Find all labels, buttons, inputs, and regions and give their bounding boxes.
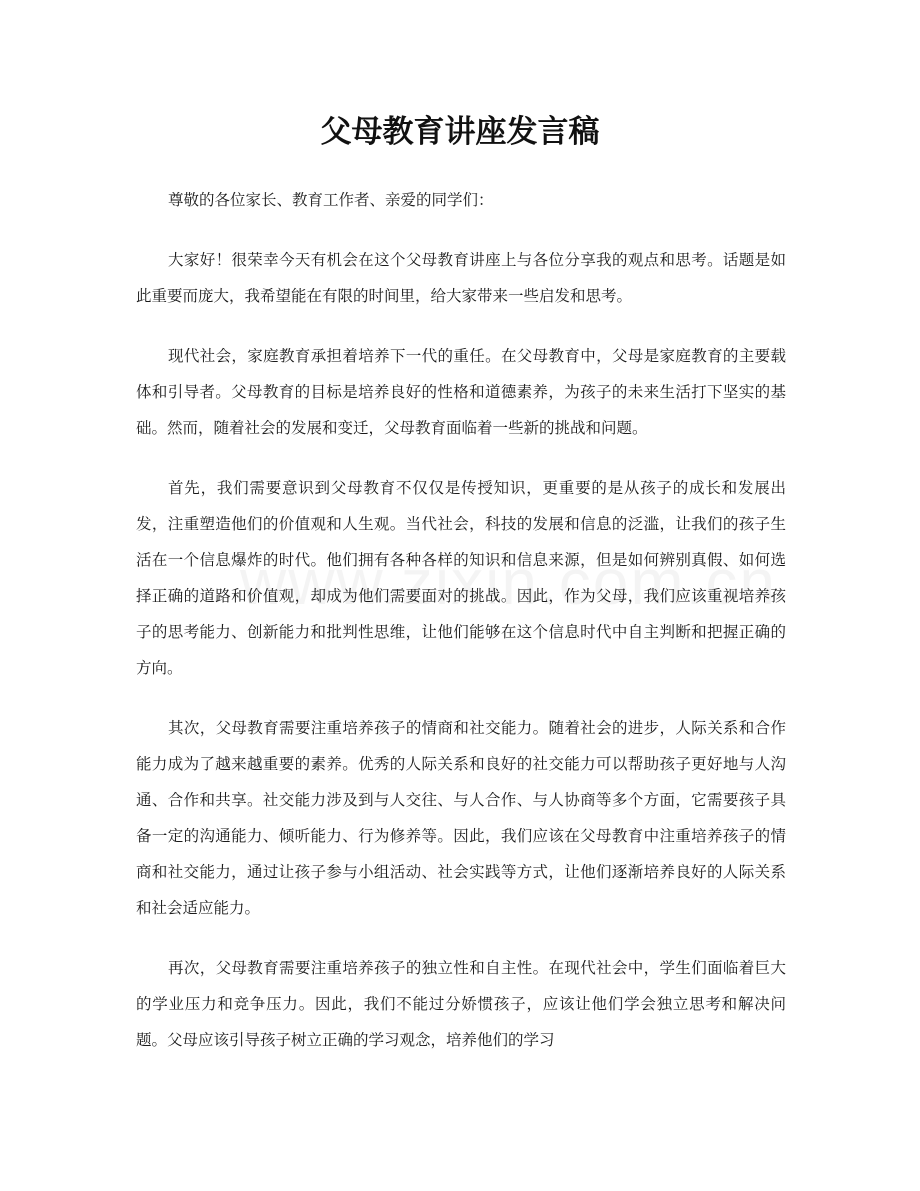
greeting-paragraph: 大家好！很荣幸今天有机会在这个父母教育讲座上与各位分享我的观点和思考。话题是如此重要而庞大，我希望能在有限的时间里，给大家带来一些启发和思考。	[136, 251, 786, 305]
document-body	[136, 182, 786, 1082]
body-paragraph: 现代社会，家庭教育承担着培养下一代的重任。在父母教育中，父母是家庭教育的主要载体和引导者。父母教育的目标是培养良好的性格和道德素养，为孩子的未来生活打下坚实的基础。然而，随着社会的发展和变迁，父母教育面临着一些新的挑战和问题。	[136, 347, 786, 437]
salutation-paragraph: 尊敬的各位家长、教育工作者、亲爱的同学们：	[168, 191, 494, 209]
body-paragraph: 首先，我们需要意识到父母教育不仅仅是传授知识，更重要的是从孩子的成长和发展出发，注重塑造他们的价值观和人生观。当代社会，科技的发展和信息的泛滥，让我们的孩子生活在一个信息爆炸的时代。他们拥有各种各样的知识和信息来源，但是如何辨别真假、如何选择正确的道路和价值观，却成为他们需要面对的挑战。因此，作为父母，我们应该重视培养孩子的思考能力、创新能力和批判性思维，让他们能够在这个信息时代中自主判断和把握正确的方向。	[136, 479, 786, 677]
body-paragraph: 再次，父母教育需要注重培养孩子的独立性和自主性。在现代社会中，学生们面临着巨大的学业压力和竞争压力。因此，我们不能过分娇惯孩子，应该让他们学会独立思考和解决问题。父母应该引导孩子树立正确的学习观念，培养他们的学习	[136, 959, 786, 1049]
body-paragraph: 其次，父母教育需要注重培养孩子的情商和社交能力。随着社会的进步，人际关系和合作能力成为了越来越重要的素养。优秀的人际关系和良好的社交能力可以帮助孩子更好地与人沟通、合作和共享。社交能力涉及到与人交往、与人合作、与人协商等多个方面，它需要孩子具备一定的沟通能力、倾听能力、行为修养等。因此，我们应该在父母教育中注重培养孩子的情商和社交能力，通过让孩子参与小组活动、社会实践等方式，让他们逐渐培养良好的人际关系和社会适应能力。	[136, 719, 786, 917]
document-title: 父母教育讲座发言稿	[320, 114, 600, 150]
